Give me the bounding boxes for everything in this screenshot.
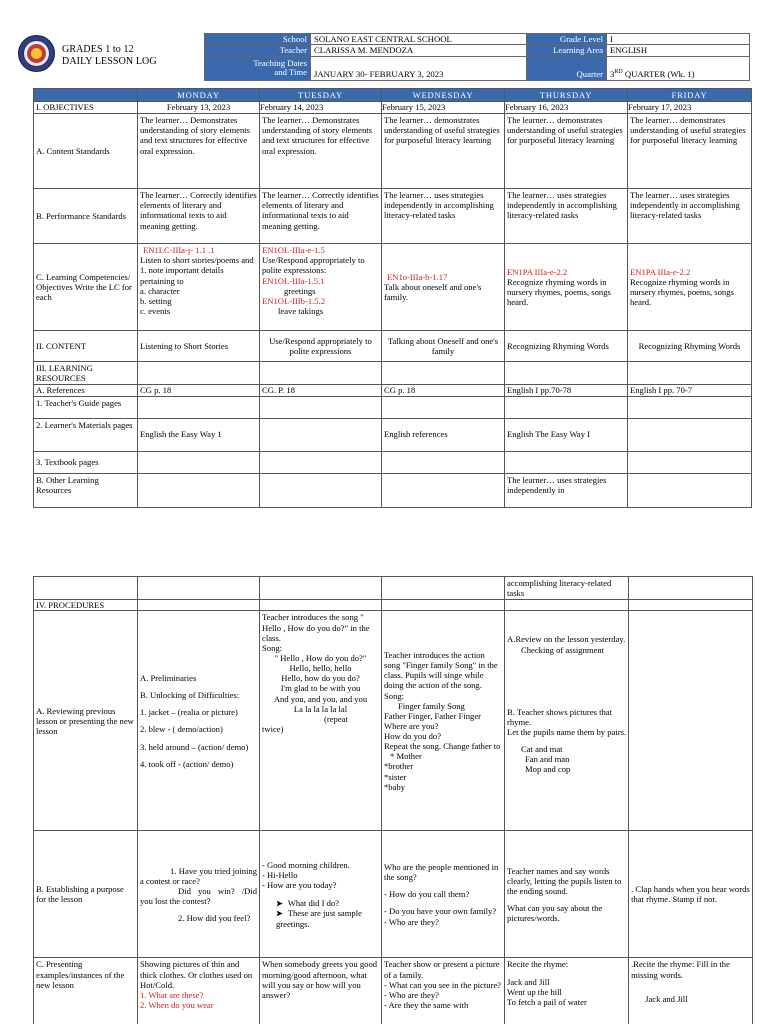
- establishing-purpose-row: [34, 831, 753, 958]
- row-label: C. Presenting examples/instances of the new lesson: [34, 958, 138, 1024]
- row-label: A. Content Standards: [34, 114, 138, 189]
- date-friday: February 17, 2023: [628, 102, 752, 114]
- cell-thursday: A.Review on the lesson yesterday. Checking of assignment B. Teacher shows pictures that rhyme. Let the pupils name them by pairs. Cat and mat Fan and man Mop and cop: [505, 611, 629, 831]
- cell-friday: EN1PA IIIa-e-2.2 Recognize rhyming words in nursery rhymes, poems, songs heard.: [628, 244, 752, 331]
- header-info-table: [204, 33, 750, 81]
- quarter-value: 3RD QUARTER (Wk. 1): [607, 56, 750, 80]
- cell-thursday: accomplishing literacy-related tasks: [505, 577, 629, 600]
- date-wednesday: February 15, 2023: [382, 102, 505, 114]
- school-label: School: [205, 34, 311, 45]
- cell-friday: .Recite the rhyme: Fill in the missing words. Jack and Jill: [629, 958, 753, 1024]
- day-friday: FRIDAY: [628, 89, 752, 102]
- cell-friday: The learner… uses strategies independently in accomplishing literacy-related tasks: [628, 189, 752, 244]
- date-monday: February 13, 2023: [138, 102, 260, 114]
- row-label: 2. Learner's Materials pages: [34, 418, 138, 451]
- content-standards-row: [34, 114, 752, 189]
- quarter-label: Quarter: [527, 56, 607, 80]
- cell-thursday: EN1PA IIIa-e-2.2 Recognize rhyming words in nursery rhymes, poems, songs heard.: [505, 244, 628, 331]
- dates-value: JANUARY 30- FEBRUARY 3, 2023: [311, 56, 527, 80]
- cell-tuesday: The learner… Correctly identifies elements of literary and informational texts to aid meaning getting.: [260, 189, 382, 244]
- row-label: III. LEARNING RESOURCES: [34, 362, 138, 385]
- content-row: [34, 331, 752, 362]
- day-thursday: THURSDAY: [505, 89, 628, 102]
- row-label: B. Other Learning Resources: [34, 473, 138, 507]
- competencies-row: [34, 244, 752, 331]
- cell-wednesday: Teacher show or present a picture of a family. - What can you see in the picture? - Who are they? - Are they the same with: [382, 958, 505, 1024]
- arrow-bullet-icon: ➤: [276, 909, 283, 919]
- cell-monday: CG p. 18: [138, 385, 260, 396]
- teacher-value: CLARISSA M. MENDOZA: [311, 45, 527, 56]
- date-thursday: February 16, 2023: [505, 102, 628, 114]
- cell-monday: The learner… Demonstrates understanding of story elements and text structures for effective oral expression.: [138, 114, 260, 189]
- cell-tuesday: Use/Respond appropriately to polite expressions: [260, 331, 382, 362]
- cell-monday: Listening to Short Stories: [138, 331, 260, 362]
- cell-monday: English the Easy Way 1: [138, 418, 260, 451]
- dates-label: Teaching Dates and Time: [205, 56, 311, 80]
- school-value: SOLANO EAST CENTRAL SCHOOL: [311, 34, 527, 45]
- procedures-row: [34, 600, 753, 611]
- cell-wednesday: English references: [382, 418, 505, 451]
- continued-row: [34, 577, 753, 600]
- day-header-blank: [34, 89, 138, 102]
- row-label: B. Establishing a purpose for the lesson: [34, 831, 138, 958]
- cell-thursday: The learner… demonstrates understanding of useful strategies for purposeful literacy learning: [505, 114, 628, 189]
- deped-seal-logo: [18, 35, 55, 72]
- cell-friday: . Clap hands when you hear words that rhyme. Stamp if not.: [629, 831, 753, 958]
- reviewing-row: [34, 611, 753, 831]
- teacher-label: Teacher: [205, 45, 311, 56]
- objectives-row: [34, 102, 752, 114]
- learners-materials-row: [34, 418, 752, 451]
- cell-wednesday: EN1o-IIIa-b-1.17 Talk about oneself and one's family.: [382, 244, 505, 331]
- cell-monday: 1. Have you tried joining a contest or race? Did you win? /Did you lost the contest? 2. How did you feel?: [138, 831, 260, 958]
- arrow-bullet-icon: ➤: [276, 898, 283, 908]
- cell-wednesday: Who are the people mentioned in the song? - How do you call them? - Do you have your own family? - Who are they?: [382, 831, 505, 958]
- cell-thursday: Recognizing Rhyming Words: [505, 331, 628, 362]
- row-label: II. CONTENT: [34, 331, 138, 362]
- row-label: IV. PROCEDURES: [34, 600, 138, 611]
- cell-tuesday: [260, 418, 382, 451]
- cell-tuesday: The learner… Demonstrates understanding of story elements and text structures for effective oral expression.: [260, 114, 382, 189]
- cell-thursday: The learner… uses strategies independently in accomplishing literacy-related tasks: [505, 189, 628, 244]
- row-label: 1. Teacher's Guide pages: [34, 396, 138, 418]
- cell-tuesday: - Good morning children. - Hi-Hello - How are you today? ➤ What did I do? ➤ These are just sample greetings.: [260, 831, 382, 958]
- textbook-row: [34, 451, 752, 473]
- competency-code: EN1o-IIIa-b-1.17: [387, 271, 448, 282]
- document-title: [62, 44, 157, 68]
- objectives-label: I. OBJECTIVES: [34, 102, 138, 114]
- cell-tuesday: CG. P. 18: [260, 385, 382, 396]
- references-row: [34, 385, 752, 396]
- cell-monday: EN1LC-IIIa-j- 1.1 .1 Listen to short stories/poems and 1. note important details pertaining to a. character b. setting c. events: [138, 244, 260, 331]
- other-resources-row: [34, 473, 752, 507]
- row-label: A. Reviewing previous lesson or presenting the new lesson: [34, 611, 138, 831]
- lesson-log-table-1: [33, 88, 752, 508]
- cell-monday: The learner… Correctly identifies elements of literary and informational texts to aid meaning getting.: [138, 189, 260, 244]
- presenting-examples-row: [34, 958, 753, 1024]
- cell-wednesday: The learner… demonstrates understanding of useful strategies for purposeful literacy learning: [382, 114, 505, 189]
- cell-monday: A. Preliminaries B. Unlocking of Difficulties: 1. jacket – (realia or picture) 2. blew - ( demo/action) 3. held around – (action/ demo) 4. took off - (action/ demo): [138, 611, 260, 831]
- cell-thursday: English I pp.70-78: [505, 385, 628, 396]
- cell-friday: English I pp. 70-7: [628, 385, 752, 396]
- grade-value: I: [607, 34, 750, 45]
- cell-wednesday: The learner… uses strategies independently in accomplishing literacy-related tasks: [382, 189, 505, 244]
- row-label: C. Learning Competencies/ Objectives Write the LC for each: [34, 244, 138, 331]
- competency-code: EN1PA IIIa-e-2.2: [507, 266, 568, 277]
- cell-monday: Showing pictures of thin and thick clothes. Or clothes used on Hot/Cold. 1. What are these? 2. When do you wear: [138, 958, 260, 1024]
- day-header-row: [34, 89, 752, 102]
- competency-code: EN1OL-IIIa-1.5.1: [262, 275, 325, 286]
- cell-thursday: English The Easy Way I: [505, 418, 628, 451]
- cell-wednesday: CG p. 18: [382, 385, 505, 396]
- header: [14, 33, 766, 81]
- competency-code: EN1OL-IIIb-1.5.2: [262, 295, 326, 306]
- competency-code: EN1LC-IIIa-j- 1.1 .1: [143, 245, 215, 256]
- grade-label: Grade Level: [527, 34, 607, 45]
- day-monday: MONDAY: [138, 89, 260, 102]
- title-line-1: GRADES 1 to 12: [62, 44, 134, 55]
- cell-thursday: The learner… uses strategies independently in: [505, 473, 628, 507]
- cell-tuesday: Teacher introduces the song " Hello , How do you do?" in the class. Song: " Hello , How do you do?" Hello, hello, hello Hello, how do you do? I'm glad to be with you And you, and you, and you La la la la la lal (repeat twice): [260, 611, 382, 831]
- area-value: ENGLISH: [607, 45, 750, 56]
- cell-friday: [628, 418, 752, 451]
- title-line-2: DAILY LESSON LOG: [62, 56, 157, 67]
- cell-wednesday: Talking about Oneself and one's family: [382, 331, 505, 362]
- lesson-log-table-2: [33, 576, 753, 1024]
- competency-code: EN1PA IIIa-e-2.2: [630, 266, 691, 277]
- performance-standards-row: [34, 189, 752, 244]
- area-label: Learning Area: [527, 45, 607, 56]
- teachers-guide-row: [34, 396, 752, 418]
- date-tuesday: February 14, 2023: [260, 102, 382, 114]
- day-tuesday: TUESDAY: [260, 89, 382, 102]
- row-label: A. References: [34, 385, 138, 396]
- cell-tuesday: EN1OL-IIIa-e-1.5 Use/Respond appropriately to polite expressions: EN1OL-IIIa-1.5.1 greetings EN1OL-IIIb-1.5.2 leave takings: [260, 244, 382, 331]
- row-label: B. Performance Standards: [34, 189, 138, 244]
- cell-thursday: Teacher names and say words clearly, letting the pupils listen to the ending sound. What can you say about the pictures/words.: [505, 831, 629, 958]
- cell-friday: Recognizing Rhyming Words: [628, 331, 752, 362]
- competency-code: EN1OL-IIIa-e-1.5: [262, 245, 325, 256]
- day-wednesday: WEDNESDAY: [382, 89, 505, 102]
- cell-friday: The learner… demonstrates understanding of useful strategies for purposeful literacy learning: [628, 114, 752, 189]
- row-label: 3. Textbook pages: [34, 451, 138, 473]
- cell-wednesday: Teacher introduces the action song "Finger family Song" in the class. Pupils will singe while doing the action of the song. Song: Finger family Song Father Finger, Father Finger Where are you? How do you do? Repeat the song. Change father to * Mother *brother *sister *baby: [382, 611, 505, 831]
- cell-thursday: Recite the rhyme: Jack and Jill Went up the hill To fetch a pail of water: [505, 958, 629, 1024]
- cell-tuesday: When somebody greets you good morning/good afternoon, what will you say or how will you answer?: [260, 958, 382, 1024]
- learning-resources-row: [34, 362, 752, 385]
